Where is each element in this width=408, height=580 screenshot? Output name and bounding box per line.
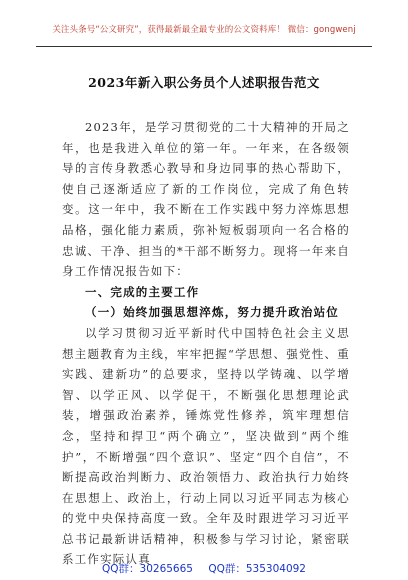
header-note — [0, 23, 408, 35]
header-note-text: 关注头条号“公文研究”，获得最新最全最专业的公文资料库！ 微信： — [52, 25, 314, 35]
intro-paragraph: 2023年，是学习贯彻党的二十大精神的开局之年，也是我进入单位的第一年。一年来，在各级领导的言传身教悉心教导和身边同事的热心帮助下，使自己逐渐适应了新的工作岗位，完成了角色转变。这一年中，我不断在工作实践中努力淬炼思想品格，强化能力素质，弥补短板弱项向一名合格的忠诚、干净、担当的*干部不断努力。现将一年来自身工作情况报告如下： — [62, 120, 350, 279]
body-paragraph: 以学习贯彻习近平新时代中国特色社会主义思想主题教育为主线，牢牢把握“学思想、强党性、重实践、建新功”的总要求，坚持以学铸魂、以学增智、以学正风、以学促干，不断强化思想理论武装，增强政治素养，锤炼党性修养，筑牢理想信念，坚持和捍卫“两个确立”，坚决做到“两个维护”，不断增强“四个意识”、坚定“四个自信”，不断提高政治判断力、政治领悟力、政治执行力始终在思想上、政治上，行动上同以习近平同志为核心的党中央保持高度一致。全年及时跟进学习习近平总书记最新讲话精神，积极参与学习讨论，紧密联系工作实际认真 — [62, 325, 350, 567]
document-title: 2023年新入职公务员个人述职报告范文 — [88, 75, 320, 90]
section-heading: 一、完成的主要工作 — [85, 284, 200, 299]
subsection-heading: （一）始终加强思想淬炼，努力提升政治站位 — [85, 305, 339, 320]
footer — [0, 561, 408, 576]
header-wechat-id: gongwenj — [313, 25, 356, 35]
footer-qq-group-1: QQ群：30265665 — [102, 563, 193, 575]
header-divider — [36, 46, 372, 47]
footer-qq-group-2: QQ群：535304092 — [208, 563, 306, 575]
document-body — [62, 117, 350, 570]
